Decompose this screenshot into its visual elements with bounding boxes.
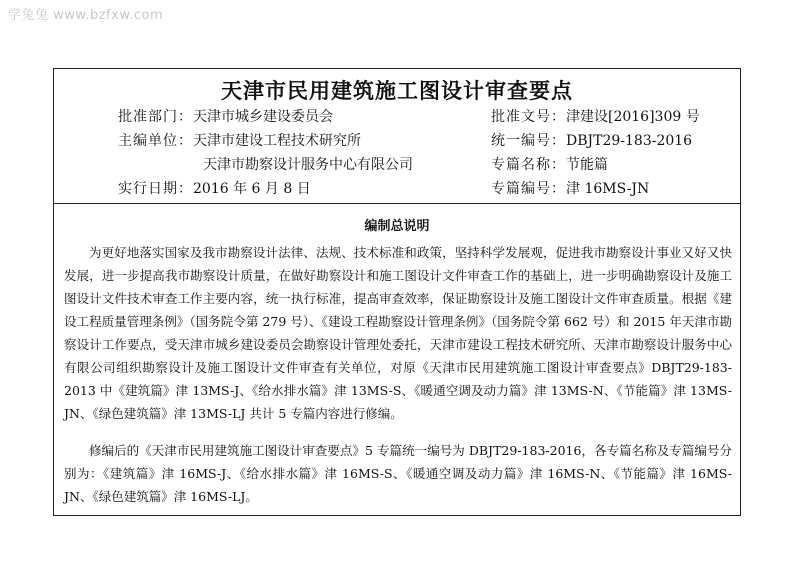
unified-no-value: DBJT29-183-2016 <box>566 133 693 149</box>
watermark-text: 学兔兔 www.bzfxw.com <box>8 8 164 23</box>
approval-no-value: 津建设[2016]309 号 <box>566 109 700 125</box>
special-name-value: 节能篇 <box>566 157 608 173</box>
editor-unit-row-1 <box>118 129 361 153</box>
document-title: 天津市民用建筑施工图设计审查要点 <box>221 79 573 103</box>
editor-unit-value-1: 天津市建设工程技术研究所 <box>193 133 361 149</box>
editor-unit-value-2: 天津市勘察设计服务中心有限公司 <box>203 157 413 173</box>
unified-no-row <box>491 129 692 153</box>
header-divider <box>54 203 740 204</box>
special-name-label: 专篇名称： <box>491 157 566 173</box>
approval-no-label: 批准文号： <box>491 109 566 125</box>
editor-units-label: 主编单位： <box>118 133 193 149</box>
approval-dept-row <box>118 105 333 129</box>
special-no-value: 津 16MS-JN <box>566 181 650 197</box>
approval-dept-label: 批准部门： <box>118 109 193 125</box>
special-no-row <box>491 177 649 201</box>
special-no-label: 专篇编号： <box>491 181 566 197</box>
paragraph-1: 为更好地落实国家及我市勘察设计法律、法规、技术标准和政策，坚持科学发展观，促进我市勘察设计事业又好又快发展，进一步提高我市勘察设计质量，在做好勘察设计和施工图设计文件审查工作的基础上，进一步明确勘察设计及施工图设计文件技术审查工作主要内容，统一执行标准，提高审查效率，保证勘察设计及施工图设计文件审查质量。根据《建设工程质量管理条例》（国务院令第 279 号）、《建设工程勘察设计管理条例》（国务院令第 662 号）和 2015 年天津市勘察设计工作要点，受天津市城乡建设委员会勘察设计管理处委托，天津市建设工程技术研究所、天津市勘察设计服务中心有限公司组织勘察设计及施工图设计文件审查有关单位，对原《天津市民用建筑施工图设计审查要点》DBJT29-183-2013 中《建筑篇》津 13MS-J、《给水排水篇》津 13MS-S、《暖通空调及动力篇》津 13MS-N、《节能篇》津 13MS-JN、《绿色建筑篇》津 13MS-LJ 共计 5 专篇内容进行修编。 <box>64 245 732 421</box>
special-name-row <box>491 153 608 177</box>
editor-unit-row-2 <box>203 153 413 177</box>
approval-dept-value: 天津市城乡建设委员会 <box>193 109 333 125</box>
effective-date-value: 2016 年 6 月 8 日 <box>193 181 311 197</box>
paragraph-2: 修编后的《天津市民用建筑施工图设计审查要点》5 专篇统一编号为 DBJT29-183-2016，各专篇名称及专篇编号分别为：《建筑篇》津 16MS-J、《给水排水篇》津 16MS-S、《暖通空调及动力篇》津 16MS-N、《节能篇》津 16MS-JN、《绿色建筑篇》津 16MS-LJ。 <box>64 443 732 504</box>
document-frame <box>53 68 741 516</box>
approval-no-row <box>491 105 700 129</box>
effective-date-label: 实行日期： <box>118 181 193 197</box>
unified-no-label: 统一编号： <box>491 133 566 149</box>
section-title: 编制总说明 <box>364 219 430 234</box>
effective-date-row <box>118 177 311 201</box>
